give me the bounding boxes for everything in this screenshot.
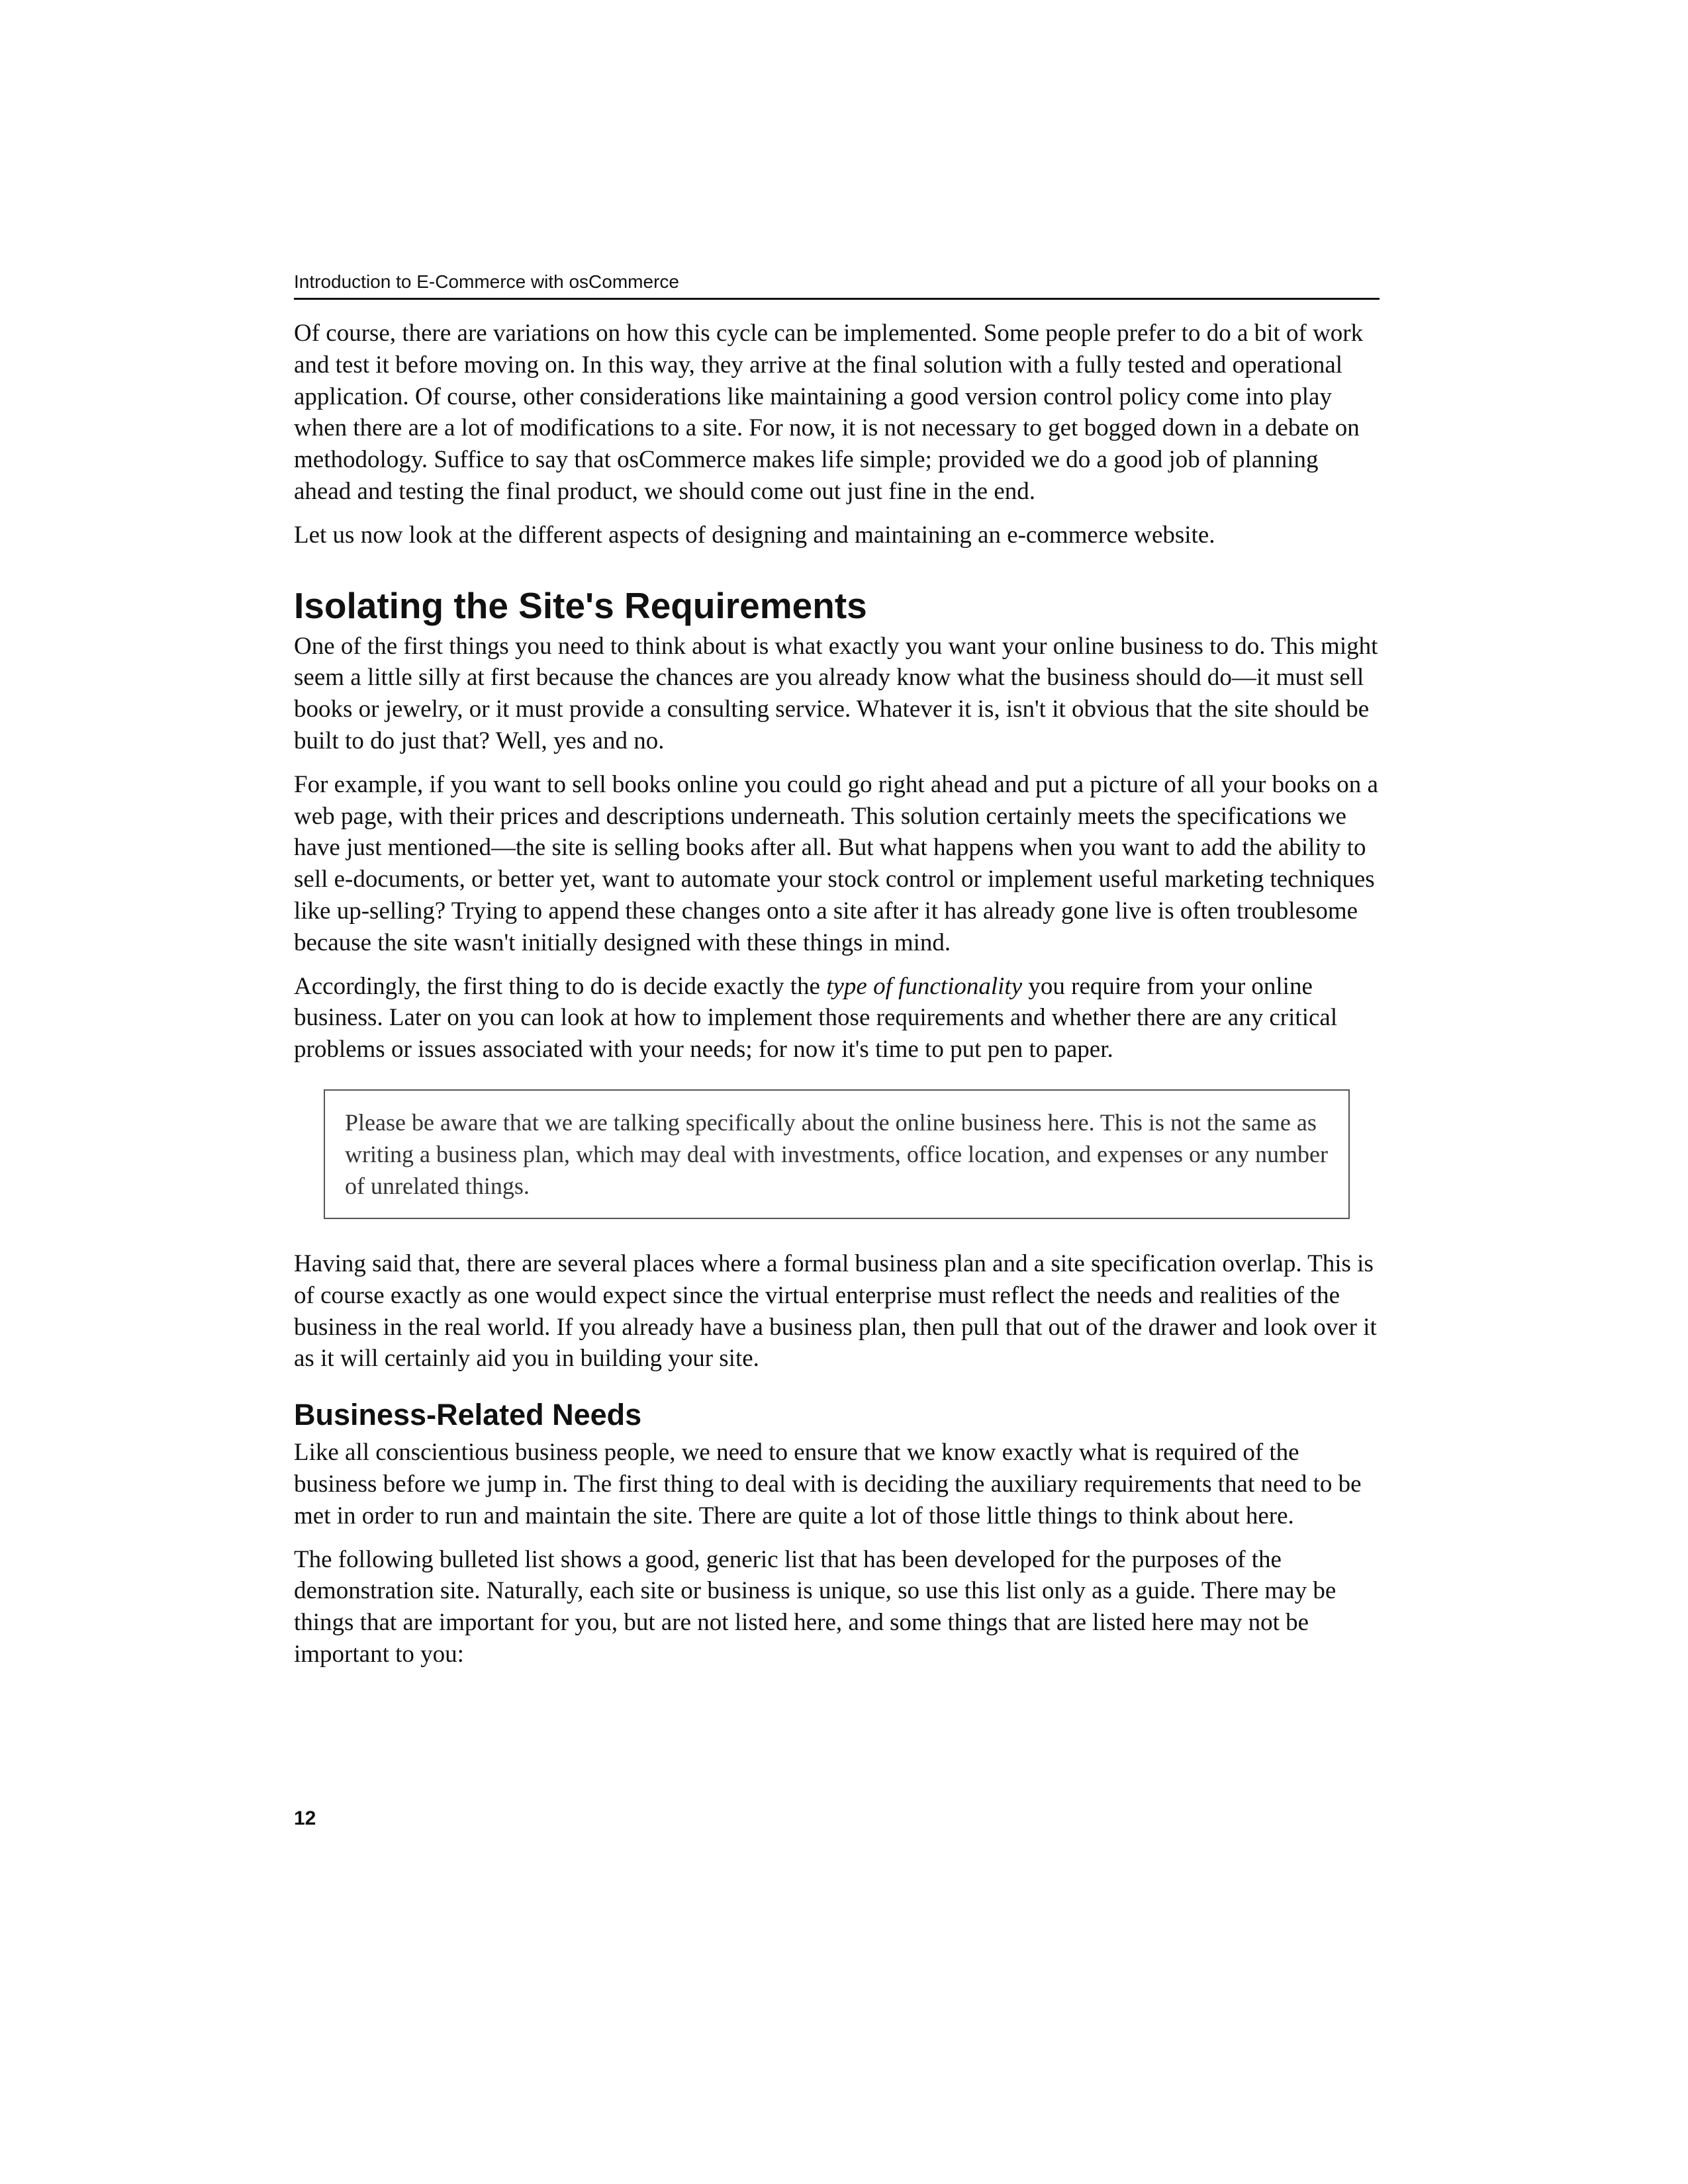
subsection-heading: Business-Related Needs [294,1398,642,1432]
paragraph-bulleted-list-intro: The following bulleted list shows a good, generic list that has been developed for the purposes of the demonstration site. Naturally, each site or business is unique, so use this list only as a guide. There may be things that are important for you, but are not listed here, and some things that are listed here may not be important to you: [294,1545,1336,1668]
paragraph-business-plan-overlap: Having said that, there are several places where a formal business plan and a site specification overlap. This is of course exactly as one would expect since the virtual enterprise must reflect the needs and realities of the business in the real world. If you already have a business plan, then pull that out of the drawer and look over it as it will certainly aid you in building your site. [294,1250,1377,1373]
running-header: Introduction to E-Commerce with osCommerce [294,269,1380,300]
functionality-emphasis: type of functionality [826,972,1023,1000]
paragraph-example-books: For example, if you want to sell books online you could go right ahead and put a picture of all your books on a web page, with their prices and descriptions underneath. This solution certainly meets the specifications we have just mentioned—the site is selling books after all. But what happens when you want to add the ability to sell e-documents, or better yet, want to automate your stock control or implement useful marketing techniques like up-selling? Trying to append these changes onto a site after it has already gone live is often troublesome because the site wasn't initially designed with these things in mind. [294,770,1378,956]
functionality-text-before: Accordingly, the first thing to do is decide exactly the [294,972,827,1000]
functionality-text-after: you require from your online business. Later on you can look at how to implement those requirements and whether there are any critical problems or issues associated with your needs; for now it's time to put pen to paper. [294,972,1338,1064]
note-text: Please be aware that we are talking specifically about the online business here. This is not the same as writing a business plan, which may deal with investments, office location, and expenses or any number of unrelated things. [345,1109,1328,1199]
note-box [324,1089,1350,1219]
section-heading: Isolating the Site's Requirements [294,584,867,626]
paragraph-conscientious: Like all conscientious business people, we need to ensure that we know exactly what is required of the business before we jump in. The first thing to deal with is deciding the auxiliary requirements that need to be met in order to run and maintain the site. There are quite a lot of those little things to think about here. [294,1439,1362,1529]
paragraph-first-things: One of the first things you need to think about is what exactly you want your online business to do. This might seem a little silly at first because the chances are you already know what the business should do—it must sell books or jewelry, or it must provide a consulting service. Whatever it is, isn't it obvious that the site should be built to do just that? Well, yes and no. [294,632,1378,754]
page-content [294,318,1380,1682]
paragraph-cycle-variations: Of course, there are variations on how this cycle can be implemented. Some people prefer to do a bit of work and test it before moving on. In this way, they arrive at the final solution with a fully tested and operational application. Of course, other considerations like maintaining a good version control policy come into play when there are a lot of modifications to a site. For now, it is not necessary to get bogged down in a debate on methodology. Suffice to say that osCommerce makes life simple; provided we do a good job of planning ahead and testing the final product, we should come out just fine in the end. [294,320,1364,505]
page-number: 12 [294,1807,316,1829]
paragraph-aspects-intro: Let us now look at the different aspects of designing and maintaining an e-commerce website. [294,521,1215,549]
paragraph-functionality [294,971,1380,1066]
